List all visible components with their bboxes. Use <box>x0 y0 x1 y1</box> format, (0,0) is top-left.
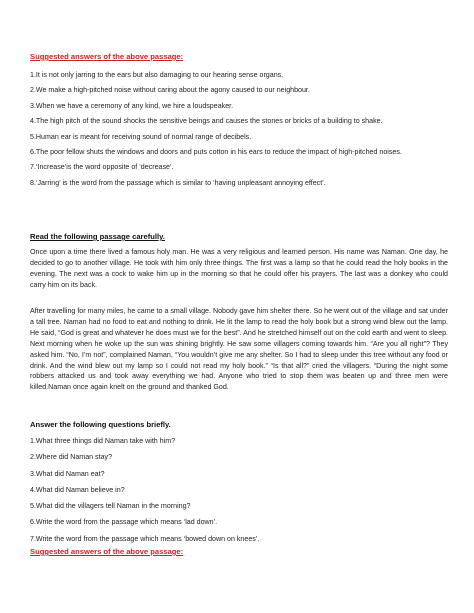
answers-heading: Suggested answers of the above passage: <box>30 52 184 61</box>
answer-item: 5.Human ear is meant for receiving sound of normal range of decibels. <box>30 132 252 141</box>
answer-item: 8.‘Jarring’ is the word from the passage which is similar to ‘having unpleasant annoying effect’. <box>30 178 326 187</box>
question-item: 3.What did Naman eat? <box>30 469 105 478</box>
question-item: 2.Where did Naman stay? <box>30 453 113 462</box>
passage-heading: Read the following passage carefully. <box>30 232 165 241</box>
question-item: 5.What did the villagers tell Naman in the morning? <box>30 502 191 511</box>
answers-list <box>30 70 448 193</box>
question-item: 7.Write the word from the passage which means ‘bowed down on knees’. <box>30 534 260 543</box>
question-item: 4.What did Naman believe in? <box>30 485 125 494</box>
question-item: 6.Write the word from the passage which means ‘lad down’. <box>30 518 218 527</box>
answer-item: 2.We make a high-pitched noise without caring about the agony caused to our neighbour. <box>30 86 310 95</box>
passage-paragraph-1: Once upon a time there lived a famous holy man. He was a very religious and learned person. His name was Naman. One day, he decided to go to another village. He took with him only three things. The first was a lamp so that he could read the holy books in the evening. The next was a cock to wake him up in the morning so that he could offer his prayers. The last was a donkey who could carry him on its back. <box>30 248 448 289</box>
questions-heading: Answer the following questions briefly. <box>30 420 171 429</box>
questions-list <box>30 436 448 550</box>
answer-item: 7.‘Increase’is the word opposite of ‘decrease’. <box>30 163 174 172</box>
passage-paragraph-2: After travelling for many miles, he came to a small village. Nobody gave him shelter there. So he went out of the village and sat under a tall tree. Naman had no food to eat and nothing to drink. He lit the lamp to read the holy book but a strong wind blew out the lamp. He said, “God is great and whatever he does must we for the best”. And he stretched himself out on the cold earth and went to sleep. Next morning when he woke up the sun was shining brightly. He saw some villagers coming towards him. “Are you all right”? They asked him. “No, I’m not”, complained Naman, “You wouldn’t give me any shelter. So I had to sleep under this tree without any food or drink. And the wind blew out my lamp so I could not read my holy book.” “Is that all?” cried the villagers. “During the night some robbers attacked us and took away everything we had. Anyone who tried to stop them was beaten up and three men were killed.Naman once again knelt on the ground and thanked God. <box>30 307 448 392</box>
answer-item: 1.It is not only jarring to the ears but also damaging to our hearing sense organs. <box>30 71 284 79</box>
answer-item: 6.The poor fellow shuts the windows and doors and puts cotton in his ears to reduce the impact of high-pitched noises. <box>30 147 402 156</box>
answer-item: 4.The high pitch of the sound shocks the sensitive beings and causes the stones or bricks of a building to shake. <box>30 117 383 126</box>
question-item: 1.What three things did Naman take with him? <box>30 437 176 445</box>
answer-item: 3.When we have a ceremony of any kind, we hire a loudspeaker. <box>30 101 234 110</box>
answers-heading-2: Suggested answers of the above passage: <box>30 547 184 556</box>
